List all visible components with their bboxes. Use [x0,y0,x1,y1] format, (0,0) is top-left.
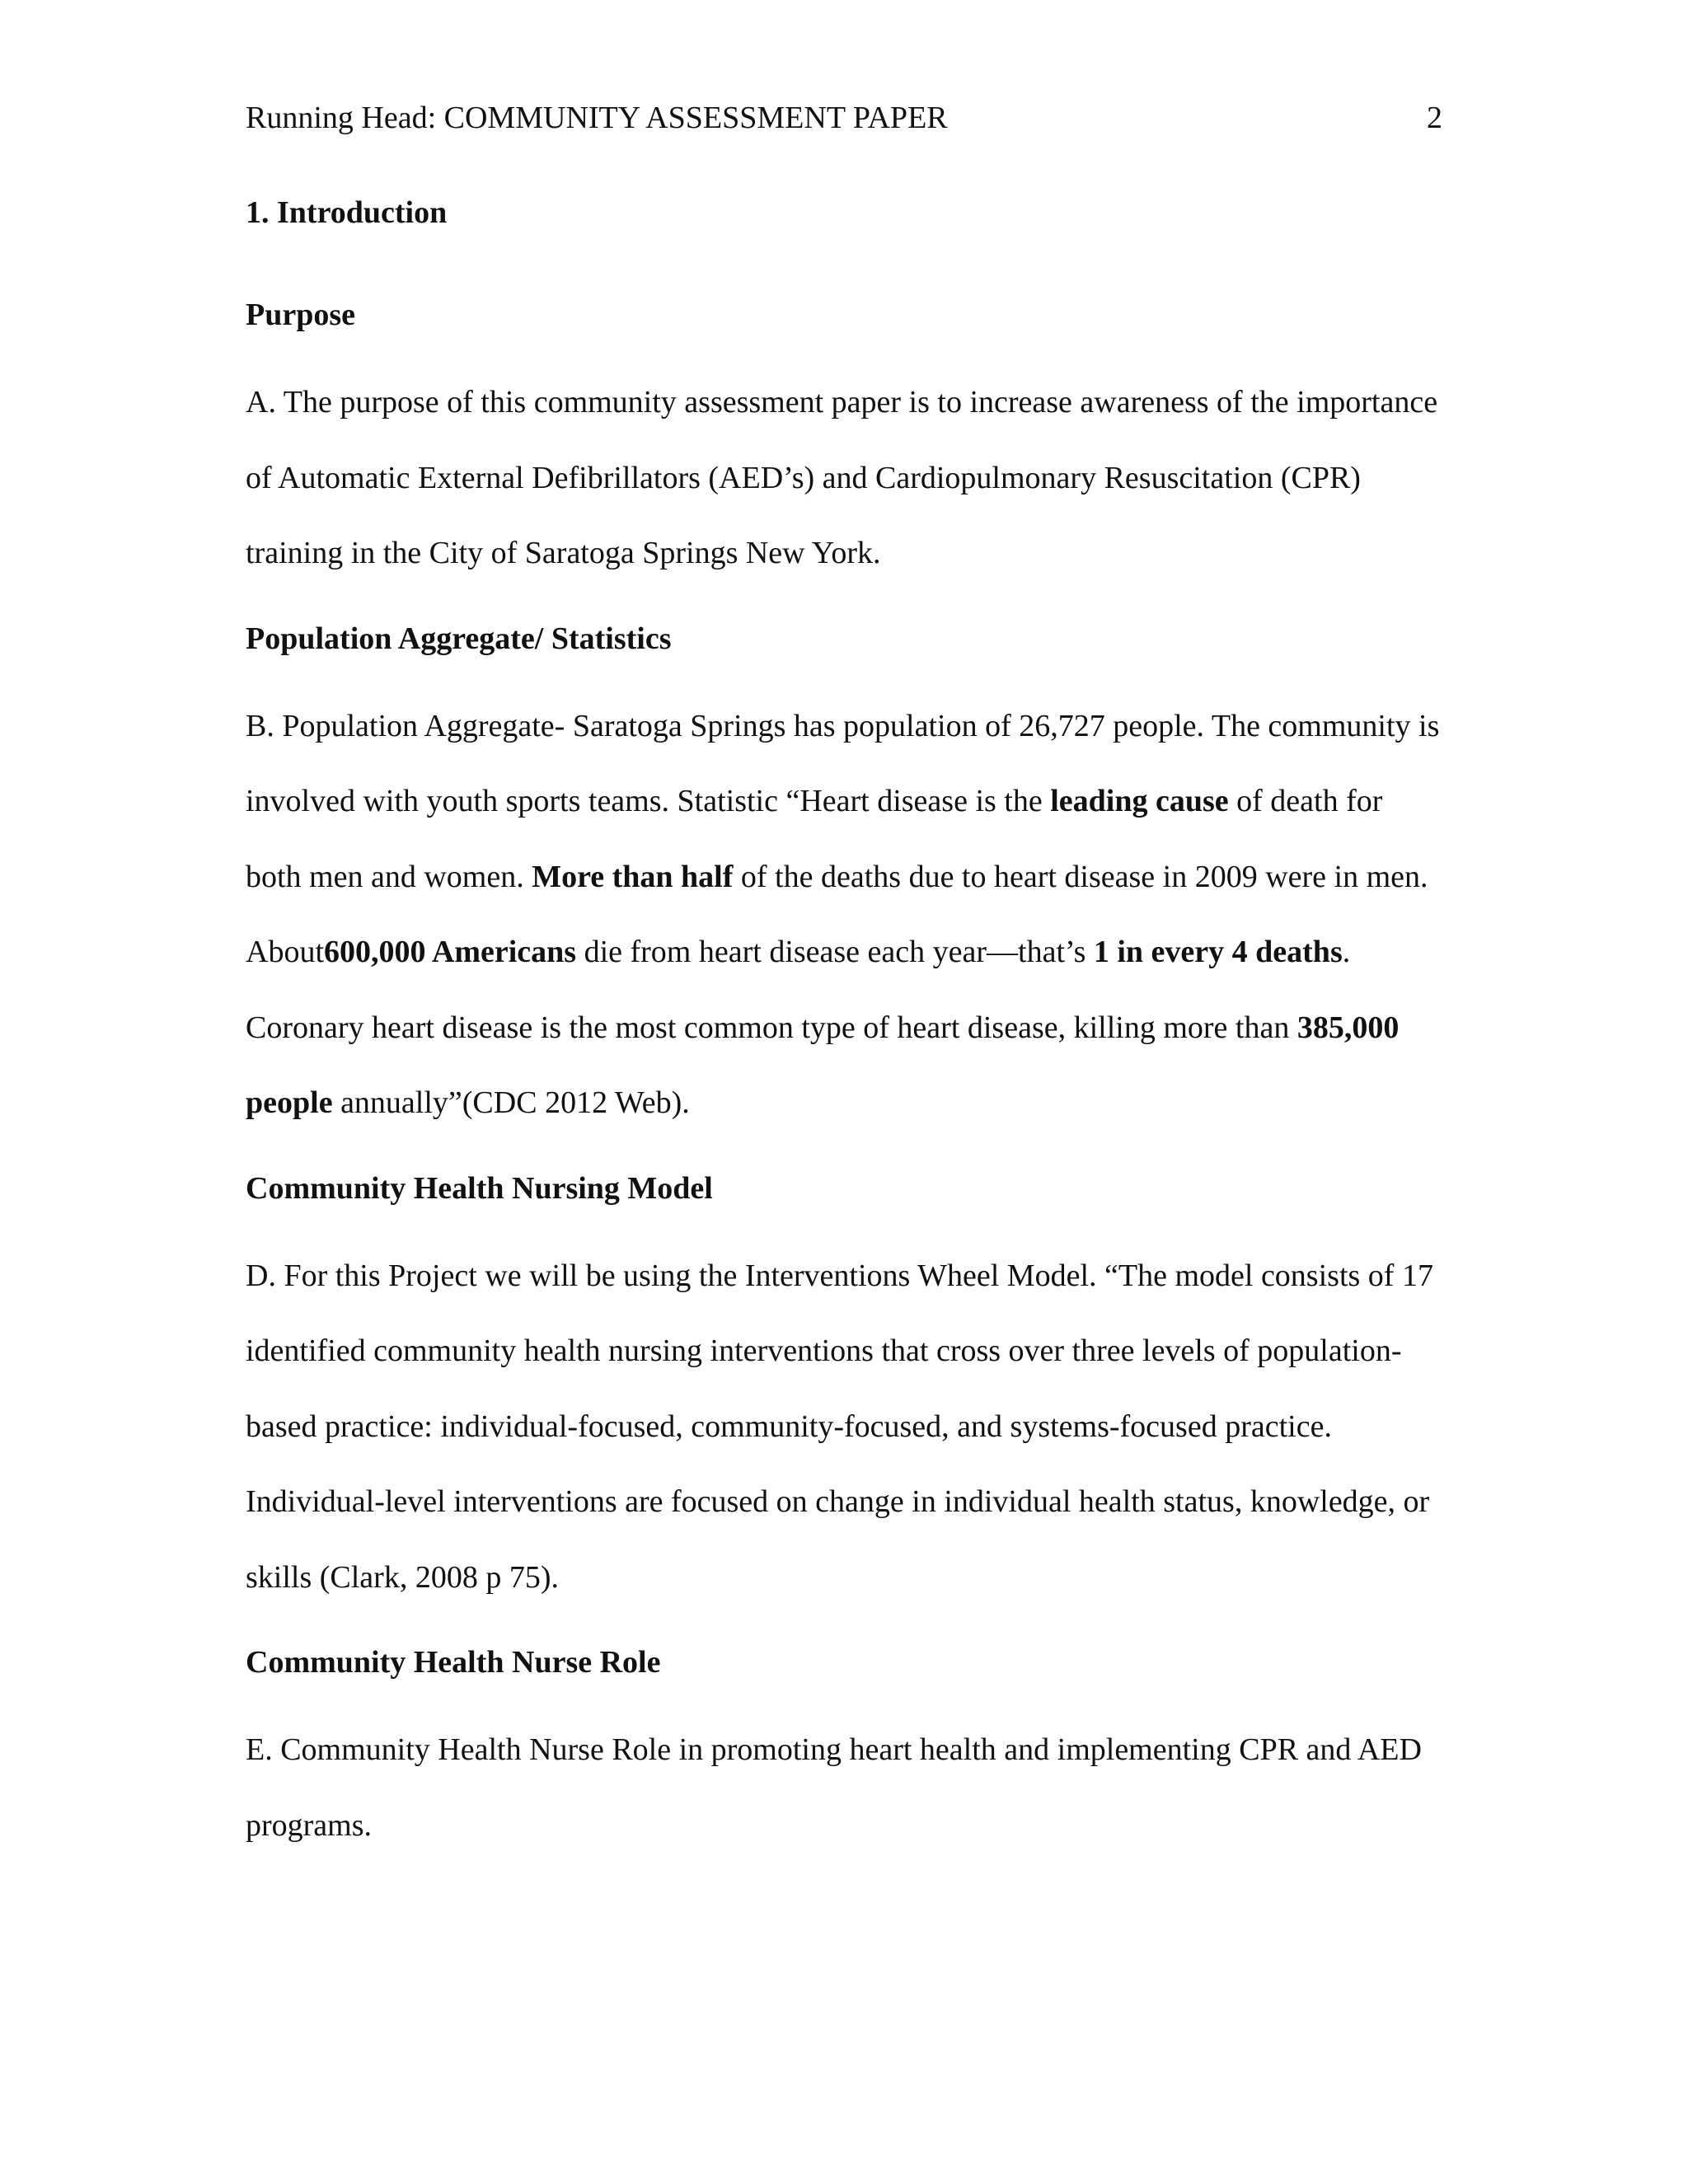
section-heading-purpose: Purpose [246,298,355,332]
population-text-3: of the deaths due to heart disease in 2009 were in men. About [246,859,1428,969]
page-header [246,97,1442,138]
document-body [246,192,1441,1863]
population-text-4: die from heart disease each year—that’s [576,935,1094,969]
section-heading-model: Community Health Nursing Model [246,1170,713,1206]
population-bold-2: More than half [532,859,734,894]
paragraph-role: E. Community Health Nurse Role in promoting heart health and implementing CPR and AED programs. [246,1732,1422,1843]
running-head: Running Head: COMMUNITY ASSESSMENT PAPER [246,101,948,135]
paragraph-population [246,689,1441,1141]
page-number: 2 [1427,101,1442,135]
section-heading-population: Population Aggregate/ Statistics [246,621,672,656]
population-bold-5: 385,000 people [246,1010,1400,1120]
population-bold-1: leading cause [1050,784,1229,818]
paragraph-purpose: A. The purpose of this community assessment paper is to increase awareness of the importance of Automatic External Defibrillators (AED’s) and Cardiopulmonary Resuscitation (CPR) training in the City of Saratoga Springs New York. [246,385,1438,570]
population-text-6: annually”(CDC 2012 Web). [332,1085,690,1120]
section-heading-role: Community Health Nurse Role [246,1645,661,1680]
paragraph-model: D. For this Project we will be using the Interventions Wheel Model. “The model consists of 17 identified community health nursing interventions that cross over three levels of population-based practice: individual-focused, community-focused, and systems-focused practice. Individual-level interventions are focused on change in individual health status, knowledge, or skills (Clark, 2008 p 75). [246,1258,1433,1595]
population-text-2: of death for both men and women. [246,784,1383,894]
population-text-1: B. Population Aggregate- Saratoga Springs has population of 26,727 people. The community is involved with youth sports teams. Statistic “Heart disease is the [246,708,1440,818]
population-text-5: . Coronary heart disease is the most common type of heart disease, killing more than [246,935,1351,1045]
population-bold-3: 600,000 Americans [324,935,577,969]
population-bold-4: 1 in every 4 deaths [1093,935,1343,969]
section-heading-introduction: 1. Introduction [246,195,448,230]
